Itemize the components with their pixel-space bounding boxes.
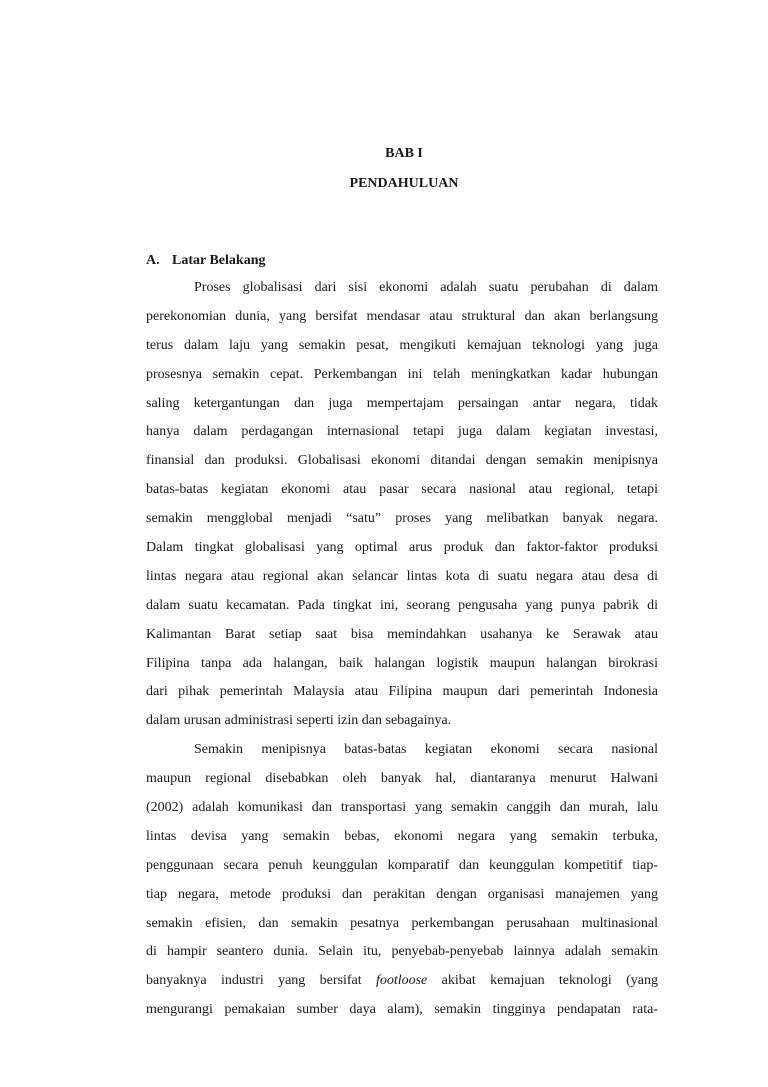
section-heading: [146, 253, 265, 269]
paragraph-line: dalam urusan administrasi seperti izin dan sebagainya.: [146, 713, 452, 729]
paragraph-line: semakin efisien, dan semakin pesatnya perkembangan perusahaan multinasional: [146, 915, 658, 931]
paragraph-line: [146, 970, 658, 999]
paragraph-line: Kalimantan Barat setiap saat bisa memindahkan usahanya ke Serawak atau: [146, 626, 658, 642]
body-text: [146, 277, 658, 1028]
paragraph-line: dari pihak pemerintah Malaysia atau Filipina maupun dari pemerintah Indonesia: [146, 684, 658, 700]
paragraph-line: perekonomian dunia, yang bersifat mendasar atau struktural dan akan berlangsung: [146, 308, 658, 324]
section-label: A.: [146, 253, 160, 268]
paragraph-line: dalam suatu kecamatan. Pada tingkat ini, seorang pengusaha yang punya pabrik di: [146, 597, 658, 613]
paragraph-line: prosesnya semakin cepat. Perkembangan ini telah meningkatkan kadar hubungan: [146, 366, 658, 382]
paragraph-line: Semakin menipisnya batas-batas kegiatan ekonomi secara nasional: [194, 742, 658, 758]
paragraph-line: lintas negara atau regional akan selancar lintas kota di suatu negara atau desa di: [146, 568, 658, 584]
paragraph-line: Filipina tanpa ada halangan, baik halangan logistik maupun halangan birokrasi: [146, 655, 658, 671]
chapter-number: BAB I: [385, 146, 423, 161]
paragraph-line: (2002) adalah komunikasi dan transportasi yang semakin canggih dan murah, lalu: [146, 800, 658, 816]
paragraph-line: saling ketergantungan dan juga mempertajam persaingan antar negara, tidak: [146, 395, 658, 411]
paragraph-line: finansial dan produksi. Globalisasi ekonomi ditandai dengan semakin menipisnya: [146, 453, 658, 469]
chapter-title: PENDAHULUAN: [349, 176, 459, 191]
paragraph-line: lintas devisa yang semakin bebas, ekonomi negara yang semakin terbuka,: [146, 828, 658, 844]
line-text: banyaknya industri yang bersifat: [146, 973, 376, 989]
paragraph-line: batas-batas kegiatan ekonomi atau pasar secara nasional atau regional, tetapi: [146, 482, 658, 498]
paragraph-line: di hampir seantero dunia. Selain itu, penyebab-penyebab lainnya adalah semakin: [146, 944, 658, 960]
paragraph-line: tiap negara, metode produksi dan perakitan dengan organisasi manajemen yang: [146, 886, 658, 902]
italic-term: footloose: [375, 973, 428, 989]
paragraph-line: penggunaan secara penuh keunggulan komparatif dan keunggulan kompetitif tiap-: [146, 857, 658, 873]
paragraph-line: mengurangi pemakaian sumber daya alam), semakin tingginya pendapatan rata-: [146, 1002, 658, 1018]
paragraph-line: Proses globalisasi dari sisi ekonomi adalah suatu perubahan di dalam: [194, 280, 658, 295]
paragraph-line: Dalam tingkat globalisasi yang optimal arus produk dan faktor-faktor produksi: [146, 540, 658, 556]
paragraph-line: terus dalam laju yang semakin pesat, mengikuti kemajuan teknologi yang juga: [146, 337, 658, 353]
line-text: akibat kemajuan teknologi (yang: [427, 973, 658, 989]
section-title: Latar Belakang: [172, 253, 266, 268]
paragraph-line: semakin mengglobal menjadi “satu” proses yang melibatkan banyak negara.: [146, 511, 658, 527]
paragraph-line: hanya dalam perdagangan internasional tetapi juga dalam kegiatan investasi,: [146, 424, 658, 440]
paragraph-line: maupun regional disebabkan oleh banyak hal, diantaranya menurut Halwani: [146, 771, 658, 787]
